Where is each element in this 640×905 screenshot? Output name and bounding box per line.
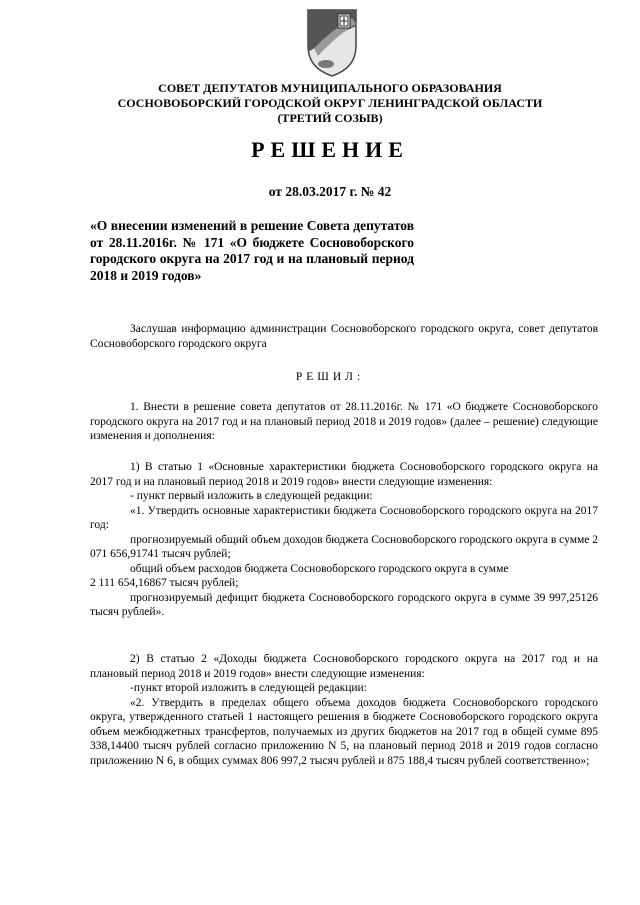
header-line-2: СОСНОВОБОРСКИЙ ГОРОДСКОЙ ОКРУГ ЛЕНИНГРАДСКОЙ ОБЛАСТИ — [117, 96, 543, 110]
section-1-quote: «1. Утвердить основные характеристики бюджета Сосновоборского городского округа на 2017 год: — [90, 504, 598, 531]
council-header — [60, 81, 600, 126]
document-date: от 28.03.2017 г. № 42 — [268, 184, 392, 199]
section-2-item: -пункт второй изложить в следующей редакции: — [130, 682, 367, 694]
section-1-item: - пункт первый изложить в следующей редакции: — [130, 490, 373, 502]
coat-of-arms-emblem — [304, 6, 360, 78]
section-2 — [90, 652, 598, 768]
section-1-expense — [90, 562, 598, 577]
section-1-intro: 1) В статью 1 «Основные характеристики бюджета Сосновоборского городского округа на 2017 год и на плановый период 2018 и 2019 годов» внести следующие изменения: — [90, 461, 598, 488]
section-1-income: прогнозируемый общий объем доходов бюджета Сосновоборского городского округа в сумме 2 071 656,91741 тысяч рублей; — [90, 533, 598, 560]
section-2-intro: 2) В статью 2 «Доходы бюджета Сосновоборского городского округа на 2017 год и на плановый период 2018 и 2019 годов» внести следующие изменения: — [90, 653, 598, 680]
section-1 — [90, 460, 598, 620]
section-2-quote: «2. Утвердить в пределах общего объема доходов бюджета Сосновоборского городского округа, утвержденного статьей 1 настоящего решения в бюджете Сосновоборского городского округа объем межбюджетных трансфертов, получаемых из других бюджетов на 2017 год в общей сумме 895 338,14400 тысяч рублей согласно приложению N 5, на плановый период 2018 и 2019 годов согласно приложению N 6, в общих суммах 806 997,2 тысяч рублей и 875 188,4 тысяч рублей соответственно»; — [90, 696, 598, 767]
intro-paragraph: Заслушав информацию администрации Сосновоборского городского округа, совет депутатов Сосновоборского городского округа — [90, 323, 598, 350]
resolved-heading: РЕШИЛ: — [295, 371, 365, 383]
header-line-3: (ТРЕТИЙ СОЗЫВ) — [277, 111, 383, 125]
paragraph-1: 1. Внести в решение совета депутатов от 28.11.2016г. № 171 «О бюджете Сосновоборского городского округа на 2017 год и на плановый период 2018 и 2019 годов» (далее – решение) следующие изменения и дополнения: — [90, 401, 598, 442]
document-subject: «О внесении изменений в решение Совета депутатов от 28.11.2016г. № 171 «О бюджете Сосновоборского городского округа на 2017 год и на плановый период 2018 и 2019 годов» — [90, 218, 414, 283]
section-1-expense-text: общий объем расходов бюджета Сосновоборского городского округа в сумме — [130, 562, 509, 575]
document-title: РЕШЕНИЕ — [251, 137, 409, 162]
header-line-1: СОВЕТ ДЕПУТАТОВ МУНИЦИПАЛЬНОГО ОБРАЗОВАНИЯ — [158, 81, 502, 95]
section-1-deficit: прогнозируемый дефицит бюджета Сосновоборского городского округа в сумме 39 997,25126 тысяч рублей». — [90, 591, 598, 618]
section-1-expense-amount: 2 111 654,16867 тысяч рублей; — [90, 577, 239, 589]
